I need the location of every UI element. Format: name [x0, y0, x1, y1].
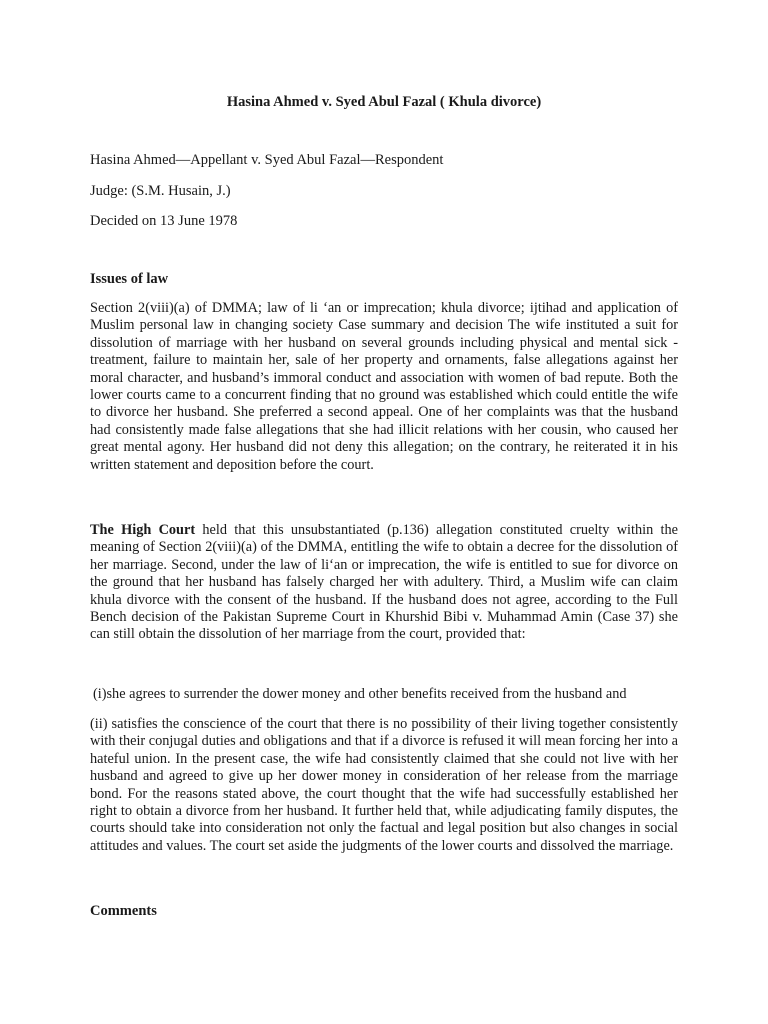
issues-of-law-heading: Issues of law	[90, 271, 169, 287]
case-parties: Hasina Ahmed—Appellant v. Syed Abul Fazal—Respondent	[90, 152, 444, 168]
condition-two: (ii) satisfies the conscience of the court that there is no possibility of their living together consistently with their conjugal duties and obligations and that if a divorce is refused it will mean forcing her into a hateful union. In the present case, the wife had consistently claimed that she could not live with her husband and agreed to give up her dower money in consideration of her release from the marriage bond. For the reasons stated above, the court thought that the wife had successfully established her right to obtain a divorce from her husband. It further held that, while adjudicating family disputes, the courts should take into consideration not only the factual and legal position but also changes in social attitudes and values. The court set aside the judgments of the lower courts and dissolved the marriage.	[90, 716, 679, 854]
high-court-text: held that this unsubstantiated (p.136) allegation constituted cruelty within the meaning of Section 2(viii)(a) of the DMMA, entitling the wife to obtain a decree for the dissolution of her marriage. Second, under the law of li‘an or imprecation, the wife is entitled to sue for divorce on the ground that her husband has falsely charged her with adultery. Third, a Muslim wife can claim khula divorce with the consent of the husband. If the husband does not agree, according to the Full Bench decision of the Pakistan Supreme Court in Khurshid Bibi v. Muhammad Amin (Case 37) she can still obtain the dissolution of her marriage from the court, provided that:	[90, 522, 678, 643]
document-title: Hasina Ahmed v. Syed Abul Fazal ( Khula divorce)	[226, 94, 542, 110]
case-decided-date: Decided on 13 June 1978	[90, 213, 238, 229]
comments-heading: Comments	[90, 903, 157, 919]
high-court-lead: The High Court	[90, 522, 196, 538]
case-summary-paragraph: Section 2(viii)(a) of DMMA; law of li ‘an or imprecation; khula divorce; ijtihad and application of Muslim personal law in changing society Case summary and decision The wife instituted a suit for dissolution of marriage with her husband on several grounds including physical and mental sick -treatment, failure to maintain her, sale of her property and ornaments, false allegations against her moral character, and husband’s immoral conduct and association with women of bad repute. Both the lower courts came to a concurrent finding that no ground was established which could entitle the wife to divorce her husband. She preferred a second appeal. One of her complaints was that the husband had consistently made false allegations that she had illicit relations with her cousin, who caused her great mental agony. Her husband did not deny this allegation; on the contrary, he reiterated it in his written statement and deposition before the court.	[90, 300, 678, 473]
high-court-paragraph	[90, 522, 678, 644]
document-page	[90, 0, 678, 1024]
case-judge: Judge: (S.M. Husain, J.)	[90, 183, 231, 199]
condition-one: (i)she agrees to surrender the dower money and other benefits received from the husband and	[93, 686, 627, 702]
